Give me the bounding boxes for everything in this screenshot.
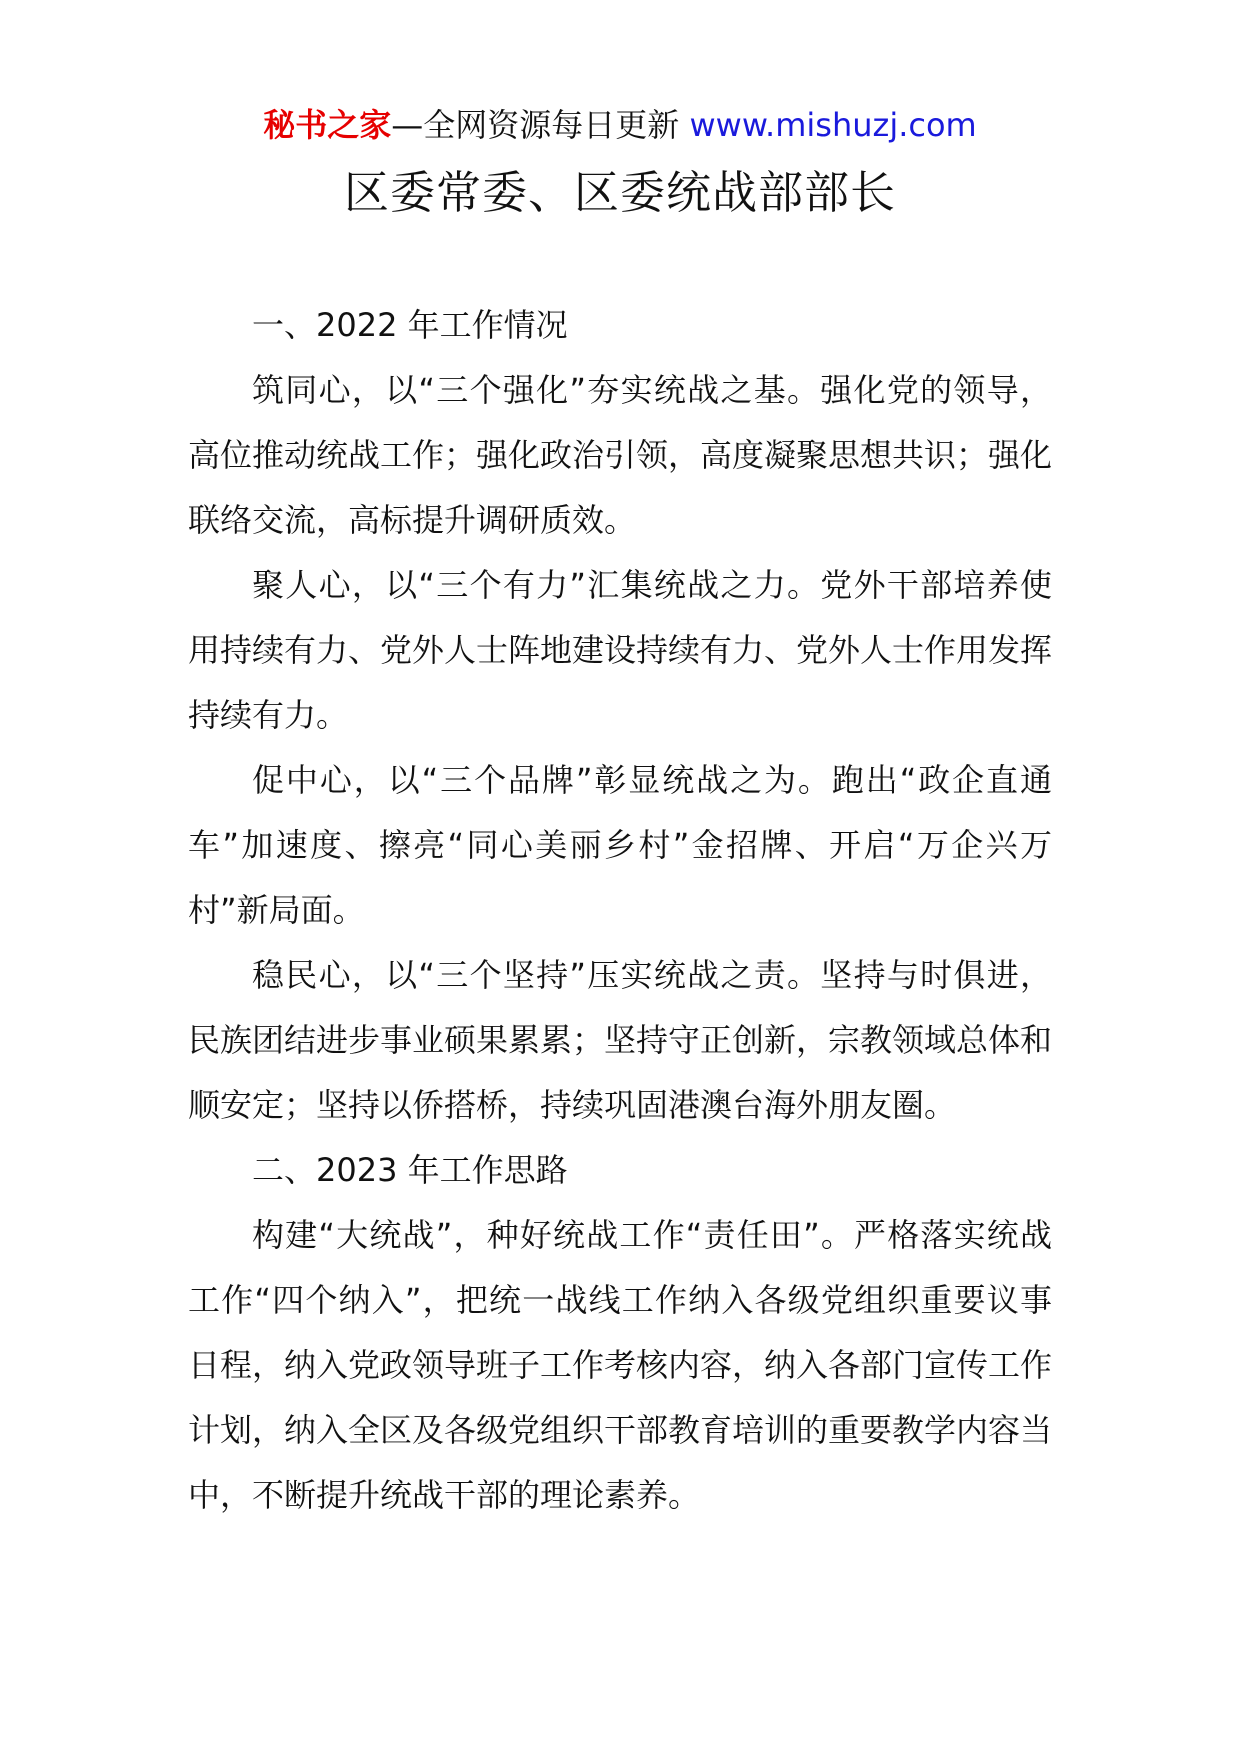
document-body [188, 293, 1052, 1528]
paragraph-da-tongzhan: 构建“大统战”，种好统战工作“责任田”。严格落实统战工作“四个纳入”，把统一战线工作纳入各级党组织重要议事日程，纳入党政领导班子工作考核内容，纳入各部门宣传工作计划，纳入全区及各级党组织干部教育培训的重要教学内容当中，不断提升统战干部的理论素养。 [188, 1216, 1053, 1514]
banner-brand: 秘书之家 [263, 106, 392, 144]
paragraph-renxin: 聚人心，以“三个有力”汇集统战之力。党外干部培养使用持续有力、党外人士阵地建设持续有力、党外人士作用发挥持续有力。 [188, 566, 1053, 734]
site-banner [0, 100, 1240, 150]
paragraph-tongxin: 筑同心，以“三个强化”夯实统战之基。强化党的领导，高位推动统战工作；强化政治引领，高度凝聚思想共识；强化联络交流，高标提升调研质效。 [188, 371, 1053, 539]
section-heading-2022: 一、2022 年工作情况 [252, 306, 568, 344]
banner-slogan: —全网资源每日更新 [391, 106, 680, 144]
document-title: 区委常委、区委统战部部长 [343, 166, 896, 219]
banner-url-link[interactable]: www.mishuzj.com [689, 106, 977, 144]
section-heading-2023: 二、2023 年工作思路 [252, 1151, 568, 1189]
paragraph-zhongxin: 促中心，以“三个品牌”彰显统战之为。跑出“政企直通车”加速度、擦亮“同心美丽乡村”金招牌、开启“万企兴万村”新局面。 [188, 761, 1052, 929]
paragraph-minxin: 稳民心，以“三个坚持”压实统战之责。坚持与时俱进，民族团结进步事业硕果累累；坚持守正创新，宗教领域总体和顺安定；坚持以侨搭桥，持续巩固港澳台海外朋友圈。 [188, 956, 1053, 1124]
